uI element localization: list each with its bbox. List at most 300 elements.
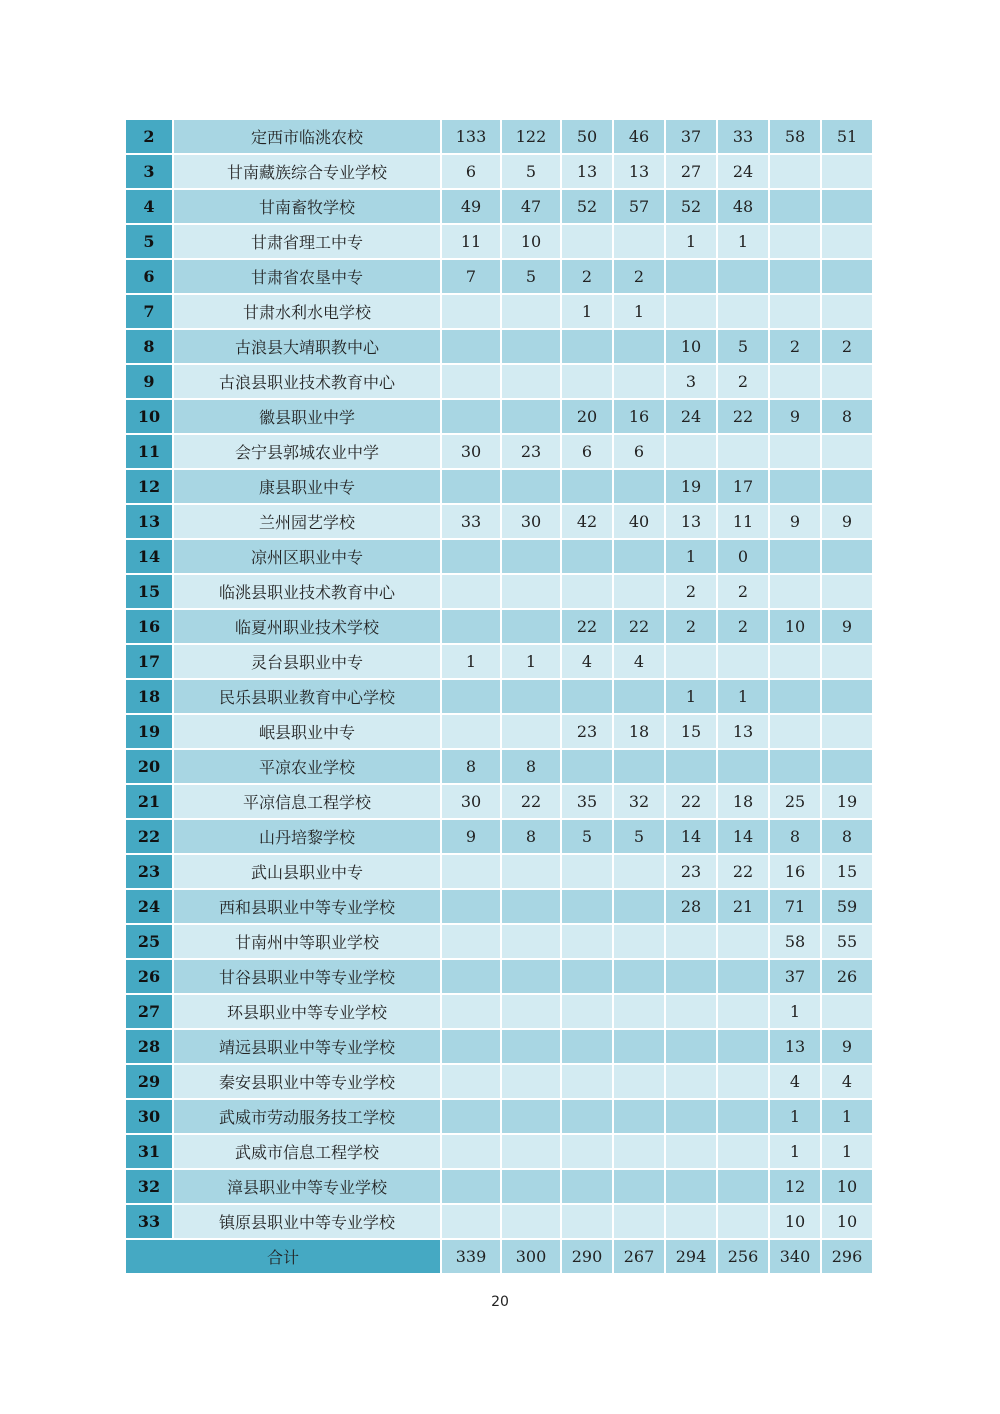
value-cell: 25 bbox=[770, 785, 820, 820]
value-cell: 30 bbox=[502, 505, 560, 540]
row-number: 30 bbox=[126, 1100, 172, 1135]
value-cell: 27 bbox=[666, 155, 716, 190]
value-cell: 28 bbox=[666, 890, 716, 925]
value-cell: 21 bbox=[718, 890, 768, 925]
value-cell: 26 bbox=[822, 960, 872, 995]
value-cell bbox=[770, 715, 820, 750]
value-cell: 10 bbox=[666, 330, 716, 365]
value-cell bbox=[442, 1065, 500, 1100]
value-cell bbox=[770, 750, 820, 785]
value-cell: 14 bbox=[718, 820, 768, 855]
value-cell: 22 bbox=[562, 610, 612, 645]
value-cell: 37 bbox=[770, 960, 820, 995]
row-number: 31 bbox=[126, 1135, 172, 1170]
school-name: 甘肃水利水电学校 bbox=[174, 295, 440, 330]
value-cell: 2 bbox=[718, 610, 768, 645]
value-cell bbox=[666, 750, 716, 785]
value-cell: 13 bbox=[562, 155, 612, 190]
value-cell bbox=[502, 890, 560, 925]
value-cell: 1 bbox=[562, 295, 612, 330]
table-row bbox=[126, 260, 872, 295]
value-cell bbox=[562, 960, 612, 995]
school-name: 甘南畜牧学校 bbox=[174, 190, 440, 225]
value-cell: 13 bbox=[666, 505, 716, 540]
value-cell: 52 bbox=[562, 190, 612, 225]
value-cell: 8 bbox=[822, 820, 872, 855]
value-cell: 2 bbox=[770, 330, 820, 365]
table-row bbox=[126, 960, 872, 995]
table-row bbox=[126, 400, 872, 435]
value-cell bbox=[502, 1170, 560, 1205]
row-number: 23 bbox=[126, 855, 172, 890]
school-name: 秦安县职业中等专业学校 bbox=[174, 1065, 440, 1100]
school-name: 甘谷县职业中等专业学校 bbox=[174, 960, 440, 995]
value-cell bbox=[442, 680, 500, 715]
value-cell bbox=[770, 575, 820, 610]
value-cell: 122 bbox=[502, 120, 560, 155]
value-cell bbox=[562, 365, 612, 400]
value-cell bbox=[502, 855, 560, 890]
value-cell bbox=[614, 1065, 664, 1100]
total-value-cell: 300 bbox=[502, 1240, 560, 1275]
value-cell bbox=[502, 995, 560, 1030]
value-cell: 1 bbox=[822, 1135, 872, 1170]
value-cell: 35 bbox=[562, 785, 612, 820]
value-cell bbox=[614, 470, 664, 505]
value-cell bbox=[666, 1205, 716, 1240]
value-cell: 49 bbox=[442, 190, 500, 225]
value-cell bbox=[562, 890, 612, 925]
value-cell: 10 bbox=[822, 1170, 872, 1205]
value-cell: 12 bbox=[770, 1170, 820, 1205]
value-cell bbox=[502, 470, 560, 505]
value-cell: 11 bbox=[718, 505, 768, 540]
value-cell: 33 bbox=[442, 505, 500, 540]
value-cell bbox=[666, 1100, 716, 1135]
table-row bbox=[126, 225, 872, 260]
row-number: 27 bbox=[126, 995, 172, 1030]
value-cell bbox=[502, 1065, 560, 1100]
table-row bbox=[126, 1170, 872, 1205]
total-value-cell: 290 bbox=[562, 1240, 612, 1275]
table-row bbox=[126, 1065, 872, 1100]
value-cell: 18 bbox=[718, 785, 768, 820]
table-row bbox=[126, 1205, 872, 1240]
value-cell: 8 bbox=[822, 400, 872, 435]
value-cell: 32 bbox=[614, 785, 664, 820]
value-cell bbox=[718, 995, 768, 1030]
value-cell bbox=[562, 925, 612, 960]
value-cell: 16 bbox=[614, 400, 664, 435]
value-cell: 46 bbox=[614, 120, 664, 155]
school-name: 环县职业中等专业学校 bbox=[174, 995, 440, 1030]
value-cell: 6 bbox=[562, 435, 612, 470]
value-cell bbox=[822, 995, 872, 1030]
value-cell bbox=[718, 1065, 768, 1100]
school-name: 武山县职业中专 bbox=[174, 855, 440, 890]
value-cell bbox=[666, 995, 716, 1030]
table-row bbox=[126, 750, 872, 785]
value-cell bbox=[442, 1030, 500, 1065]
row-number: 6 bbox=[126, 260, 172, 295]
value-cell bbox=[718, 1030, 768, 1065]
value-cell: 1 bbox=[502, 645, 560, 680]
total-value-cell: 339 bbox=[442, 1240, 500, 1275]
value-cell bbox=[614, 1030, 664, 1065]
value-cell bbox=[442, 470, 500, 505]
value-cell: 16 bbox=[770, 855, 820, 890]
value-cell bbox=[822, 365, 872, 400]
table-row bbox=[126, 575, 872, 610]
value-cell bbox=[770, 540, 820, 575]
value-cell bbox=[614, 1170, 664, 1205]
value-cell bbox=[442, 995, 500, 1030]
value-cell bbox=[442, 575, 500, 610]
value-cell: 24 bbox=[718, 155, 768, 190]
value-cell bbox=[666, 1065, 716, 1100]
school-name: 古浪县职业技术教育中心 bbox=[174, 365, 440, 400]
value-cell bbox=[562, 680, 612, 715]
value-cell bbox=[822, 155, 872, 190]
value-cell bbox=[822, 680, 872, 715]
value-cell: 1 bbox=[666, 680, 716, 715]
value-cell bbox=[562, 1065, 612, 1100]
row-number: 18 bbox=[126, 680, 172, 715]
value-cell: 2 bbox=[562, 260, 612, 295]
table-row bbox=[126, 540, 872, 575]
value-cell: 10 bbox=[770, 610, 820, 645]
value-cell bbox=[562, 540, 612, 575]
value-cell bbox=[562, 575, 612, 610]
value-cell bbox=[614, 925, 664, 960]
row-number: 12 bbox=[126, 470, 172, 505]
row-number: 32 bbox=[126, 1170, 172, 1205]
row-number: 4 bbox=[126, 190, 172, 225]
page-number: 20 bbox=[491, 1294, 509, 1310]
value-cell: 3 bbox=[666, 365, 716, 400]
value-cell bbox=[442, 960, 500, 995]
value-cell bbox=[502, 1205, 560, 1240]
value-cell: 57 bbox=[614, 190, 664, 225]
row-number: 19 bbox=[126, 715, 172, 750]
value-cell bbox=[614, 365, 664, 400]
value-cell bbox=[822, 470, 872, 505]
value-cell: 20 bbox=[562, 400, 612, 435]
value-cell bbox=[822, 715, 872, 750]
table-row bbox=[126, 365, 872, 400]
schools-table bbox=[124, 120, 874, 1275]
row-number: 25 bbox=[126, 925, 172, 960]
value-cell: 2 bbox=[666, 575, 716, 610]
total-label: 合计 bbox=[126, 1240, 440, 1275]
value-cell: 55 bbox=[822, 925, 872, 960]
table-row bbox=[126, 1135, 872, 1170]
value-cell: 9 bbox=[442, 820, 500, 855]
school-name: 甘南藏族综合专业学校 bbox=[174, 155, 440, 190]
value-cell bbox=[502, 540, 560, 575]
value-cell: 22 bbox=[502, 785, 560, 820]
value-cell bbox=[666, 1170, 716, 1205]
table-row bbox=[126, 295, 872, 330]
value-cell bbox=[770, 295, 820, 330]
table-row bbox=[126, 715, 872, 750]
row-number: 28 bbox=[126, 1030, 172, 1065]
value-cell bbox=[614, 225, 664, 260]
value-cell bbox=[562, 750, 612, 785]
value-cell bbox=[562, 855, 612, 890]
value-cell bbox=[442, 855, 500, 890]
value-cell: 30 bbox=[442, 435, 500, 470]
school-name: 民乐县职业教育中心学校 bbox=[174, 680, 440, 715]
value-cell: 1 bbox=[614, 295, 664, 330]
value-cell bbox=[822, 750, 872, 785]
value-cell bbox=[718, 1100, 768, 1135]
value-cell bbox=[822, 540, 872, 575]
value-cell: 13 bbox=[770, 1030, 820, 1065]
school-name: 西和县职业中等专业学校 bbox=[174, 890, 440, 925]
value-cell: 1 bbox=[666, 540, 716, 575]
value-cell: 7 bbox=[442, 260, 500, 295]
table-row bbox=[126, 435, 872, 470]
value-cell: 1 bbox=[718, 225, 768, 260]
value-cell bbox=[770, 470, 820, 505]
value-cell: 10 bbox=[502, 225, 560, 260]
table-row bbox=[126, 855, 872, 890]
value-cell: 22 bbox=[666, 785, 716, 820]
row-number: 21 bbox=[126, 785, 172, 820]
value-cell bbox=[614, 1135, 664, 1170]
value-cell: 4 bbox=[562, 645, 612, 680]
value-cell: 2 bbox=[822, 330, 872, 365]
row-number: 33 bbox=[126, 1205, 172, 1240]
table-row bbox=[126, 645, 872, 680]
value-cell: 13 bbox=[718, 715, 768, 750]
value-cell: 19 bbox=[822, 785, 872, 820]
school-name: 甘肃省农垦中专 bbox=[174, 260, 440, 295]
row-number: 16 bbox=[126, 610, 172, 645]
value-cell bbox=[718, 960, 768, 995]
table-row bbox=[126, 925, 872, 960]
value-cell: 52 bbox=[666, 190, 716, 225]
school-name: 平凉信息工程学校 bbox=[174, 785, 440, 820]
row-number: 9 bbox=[126, 365, 172, 400]
value-cell bbox=[770, 260, 820, 295]
total-row bbox=[126, 1240, 872, 1275]
value-cell: 11 bbox=[442, 225, 500, 260]
school-name: 甘肃省理工中专 bbox=[174, 225, 440, 260]
table-row bbox=[126, 190, 872, 225]
value-cell bbox=[770, 225, 820, 260]
value-cell bbox=[718, 750, 768, 785]
table-row bbox=[126, 470, 872, 505]
total-value-cell: 340 bbox=[770, 1240, 820, 1275]
value-cell bbox=[822, 225, 872, 260]
value-cell bbox=[614, 540, 664, 575]
table-row bbox=[126, 995, 872, 1030]
value-cell bbox=[770, 680, 820, 715]
value-cell bbox=[718, 260, 768, 295]
value-cell: 51 bbox=[822, 120, 872, 155]
school-name: 徽县职业中学 bbox=[174, 400, 440, 435]
value-cell: 4 bbox=[822, 1065, 872, 1100]
school-name: 武威市信息工程学校 bbox=[174, 1135, 440, 1170]
value-cell: 14 bbox=[666, 820, 716, 855]
value-cell: 1 bbox=[822, 1100, 872, 1135]
value-cell: 2 bbox=[666, 610, 716, 645]
school-name: 漳县职业中等专业学校 bbox=[174, 1170, 440, 1205]
row-number: 13 bbox=[126, 505, 172, 540]
value-cell bbox=[718, 1170, 768, 1205]
table-row bbox=[126, 610, 872, 645]
value-cell bbox=[718, 435, 768, 470]
value-cell: 8 bbox=[442, 750, 500, 785]
school-name: 岷县职业中专 bbox=[174, 715, 440, 750]
value-cell: 24 bbox=[666, 400, 716, 435]
value-cell bbox=[502, 1135, 560, 1170]
value-cell bbox=[562, 225, 612, 260]
value-cell bbox=[502, 365, 560, 400]
value-cell bbox=[822, 645, 872, 680]
value-cell bbox=[442, 540, 500, 575]
total-value-cell: 294 bbox=[666, 1240, 716, 1275]
value-cell: 33 bbox=[718, 120, 768, 155]
school-name: 古浪县大靖职教中心 bbox=[174, 330, 440, 365]
school-name: 武威市劳动服务技工学校 bbox=[174, 1100, 440, 1135]
value-cell bbox=[614, 575, 664, 610]
value-cell bbox=[822, 260, 872, 295]
value-cell bbox=[614, 995, 664, 1030]
value-cell bbox=[770, 365, 820, 400]
value-cell bbox=[502, 575, 560, 610]
value-cell bbox=[770, 190, 820, 225]
school-name: 平凉农业学校 bbox=[174, 750, 440, 785]
value-cell: 5 bbox=[502, 155, 560, 190]
value-cell bbox=[502, 1030, 560, 1065]
table-row bbox=[126, 890, 872, 925]
value-cell bbox=[666, 925, 716, 960]
value-cell bbox=[562, 1100, 612, 1135]
value-cell: 40 bbox=[614, 505, 664, 540]
value-cell: 23 bbox=[666, 855, 716, 890]
row-number: 2 bbox=[126, 120, 172, 155]
value-cell bbox=[442, 610, 500, 645]
value-cell bbox=[502, 1100, 560, 1135]
value-cell: 133 bbox=[442, 120, 500, 155]
school-name: 镇原县职业中等专业学校 bbox=[174, 1205, 440, 1240]
value-cell bbox=[442, 365, 500, 400]
value-cell: 1 bbox=[666, 225, 716, 260]
value-cell bbox=[442, 715, 500, 750]
school-name: 康县职业中专 bbox=[174, 470, 440, 505]
value-cell bbox=[770, 155, 820, 190]
table-row bbox=[126, 680, 872, 715]
value-cell: 13 bbox=[614, 155, 664, 190]
value-cell: 42 bbox=[562, 505, 612, 540]
value-cell bbox=[562, 1030, 612, 1065]
value-cell bbox=[442, 1170, 500, 1205]
value-cell: 15 bbox=[822, 855, 872, 890]
row-number: 29 bbox=[126, 1065, 172, 1100]
table-row bbox=[126, 1030, 872, 1065]
value-cell: 5 bbox=[718, 330, 768, 365]
value-cell bbox=[666, 295, 716, 330]
value-cell bbox=[718, 645, 768, 680]
value-cell bbox=[502, 925, 560, 960]
value-cell: 22 bbox=[614, 610, 664, 645]
value-cell: 2 bbox=[718, 365, 768, 400]
value-cell bbox=[718, 1135, 768, 1170]
value-cell: 23 bbox=[562, 715, 612, 750]
school-name: 会宁县郭城农业中学 bbox=[174, 435, 440, 470]
school-name: 山丹培黎学校 bbox=[174, 820, 440, 855]
value-cell: 8 bbox=[502, 820, 560, 855]
value-cell bbox=[442, 295, 500, 330]
row-number: 20 bbox=[126, 750, 172, 785]
value-cell bbox=[562, 1135, 612, 1170]
value-cell: 19 bbox=[666, 470, 716, 505]
value-cell: 8 bbox=[502, 750, 560, 785]
row-number: 7 bbox=[126, 295, 172, 330]
value-cell bbox=[614, 855, 664, 890]
value-cell: 2 bbox=[718, 575, 768, 610]
value-cell: 1 bbox=[770, 1135, 820, 1170]
value-cell: 1 bbox=[718, 680, 768, 715]
value-cell: 50 bbox=[562, 120, 612, 155]
value-cell: 9 bbox=[770, 505, 820, 540]
value-cell bbox=[442, 330, 500, 365]
value-cell bbox=[770, 435, 820, 470]
value-cell bbox=[718, 1205, 768, 1240]
value-cell: 1 bbox=[442, 645, 500, 680]
value-cell bbox=[442, 925, 500, 960]
value-cell: 0 bbox=[718, 540, 768, 575]
value-cell bbox=[442, 1100, 500, 1135]
value-cell: 9 bbox=[770, 400, 820, 435]
value-cell bbox=[718, 925, 768, 960]
value-cell bbox=[614, 680, 664, 715]
school-name: 灵台县职业中专 bbox=[174, 645, 440, 680]
table-row bbox=[126, 155, 872, 190]
value-cell: 4 bbox=[614, 645, 664, 680]
row-number: 5 bbox=[126, 225, 172, 260]
value-cell bbox=[614, 890, 664, 925]
value-cell bbox=[562, 330, 612, 365]
row-number: 10 bbox=[126, 400, 172, 435]
value-cell bbox=[562, 1170, 612, 1205]
table-row bbox=[126, 785, 872, 820]
value-cell bbox=[502, 610, 560, 645]
table-row bbox=[126, 820, 872, 855]
value-cell: 37 bbox=[666, 120, 716, 155]
value-cell: 30 bbox=[442, 785, 500, 820]
table-row bbox=[126, 330, 872, 365]
value-cell bbox=[562, 995, 612, 1030]
value-cell bbox=[502, 960, 560, 995]
value-cell bbox=[442, 1135, 500, 1170]
value-cell: 23 bbox=[502, 435, 560, 470]
value-cell: 47 bbox=[502, 190, 560, 225]
value-cell: 8 bbox=[770, 820, 820, 855]
value-cell: 71 bbox=[770, 890, 820, 925]
total-value-cell: 267 bbox=[614, 1240, 664, 1275]
value-cell bbox=[666, 960, 716, 995]
total-value-cell: 256 bbox=[718, 1240, 768, 1275]
value-cell bbox=[442, 400, 500, 435]
value-cell: 59 bbox=[822, 890, 872, 925]
value-cell bbox=[614, 1100, 664, 1135]
row-number: 24 bbox=[126, 890, 172, 925]
school-name: 临洮县职业技术教育中心 bbox=[174, 575, 440, 610]
